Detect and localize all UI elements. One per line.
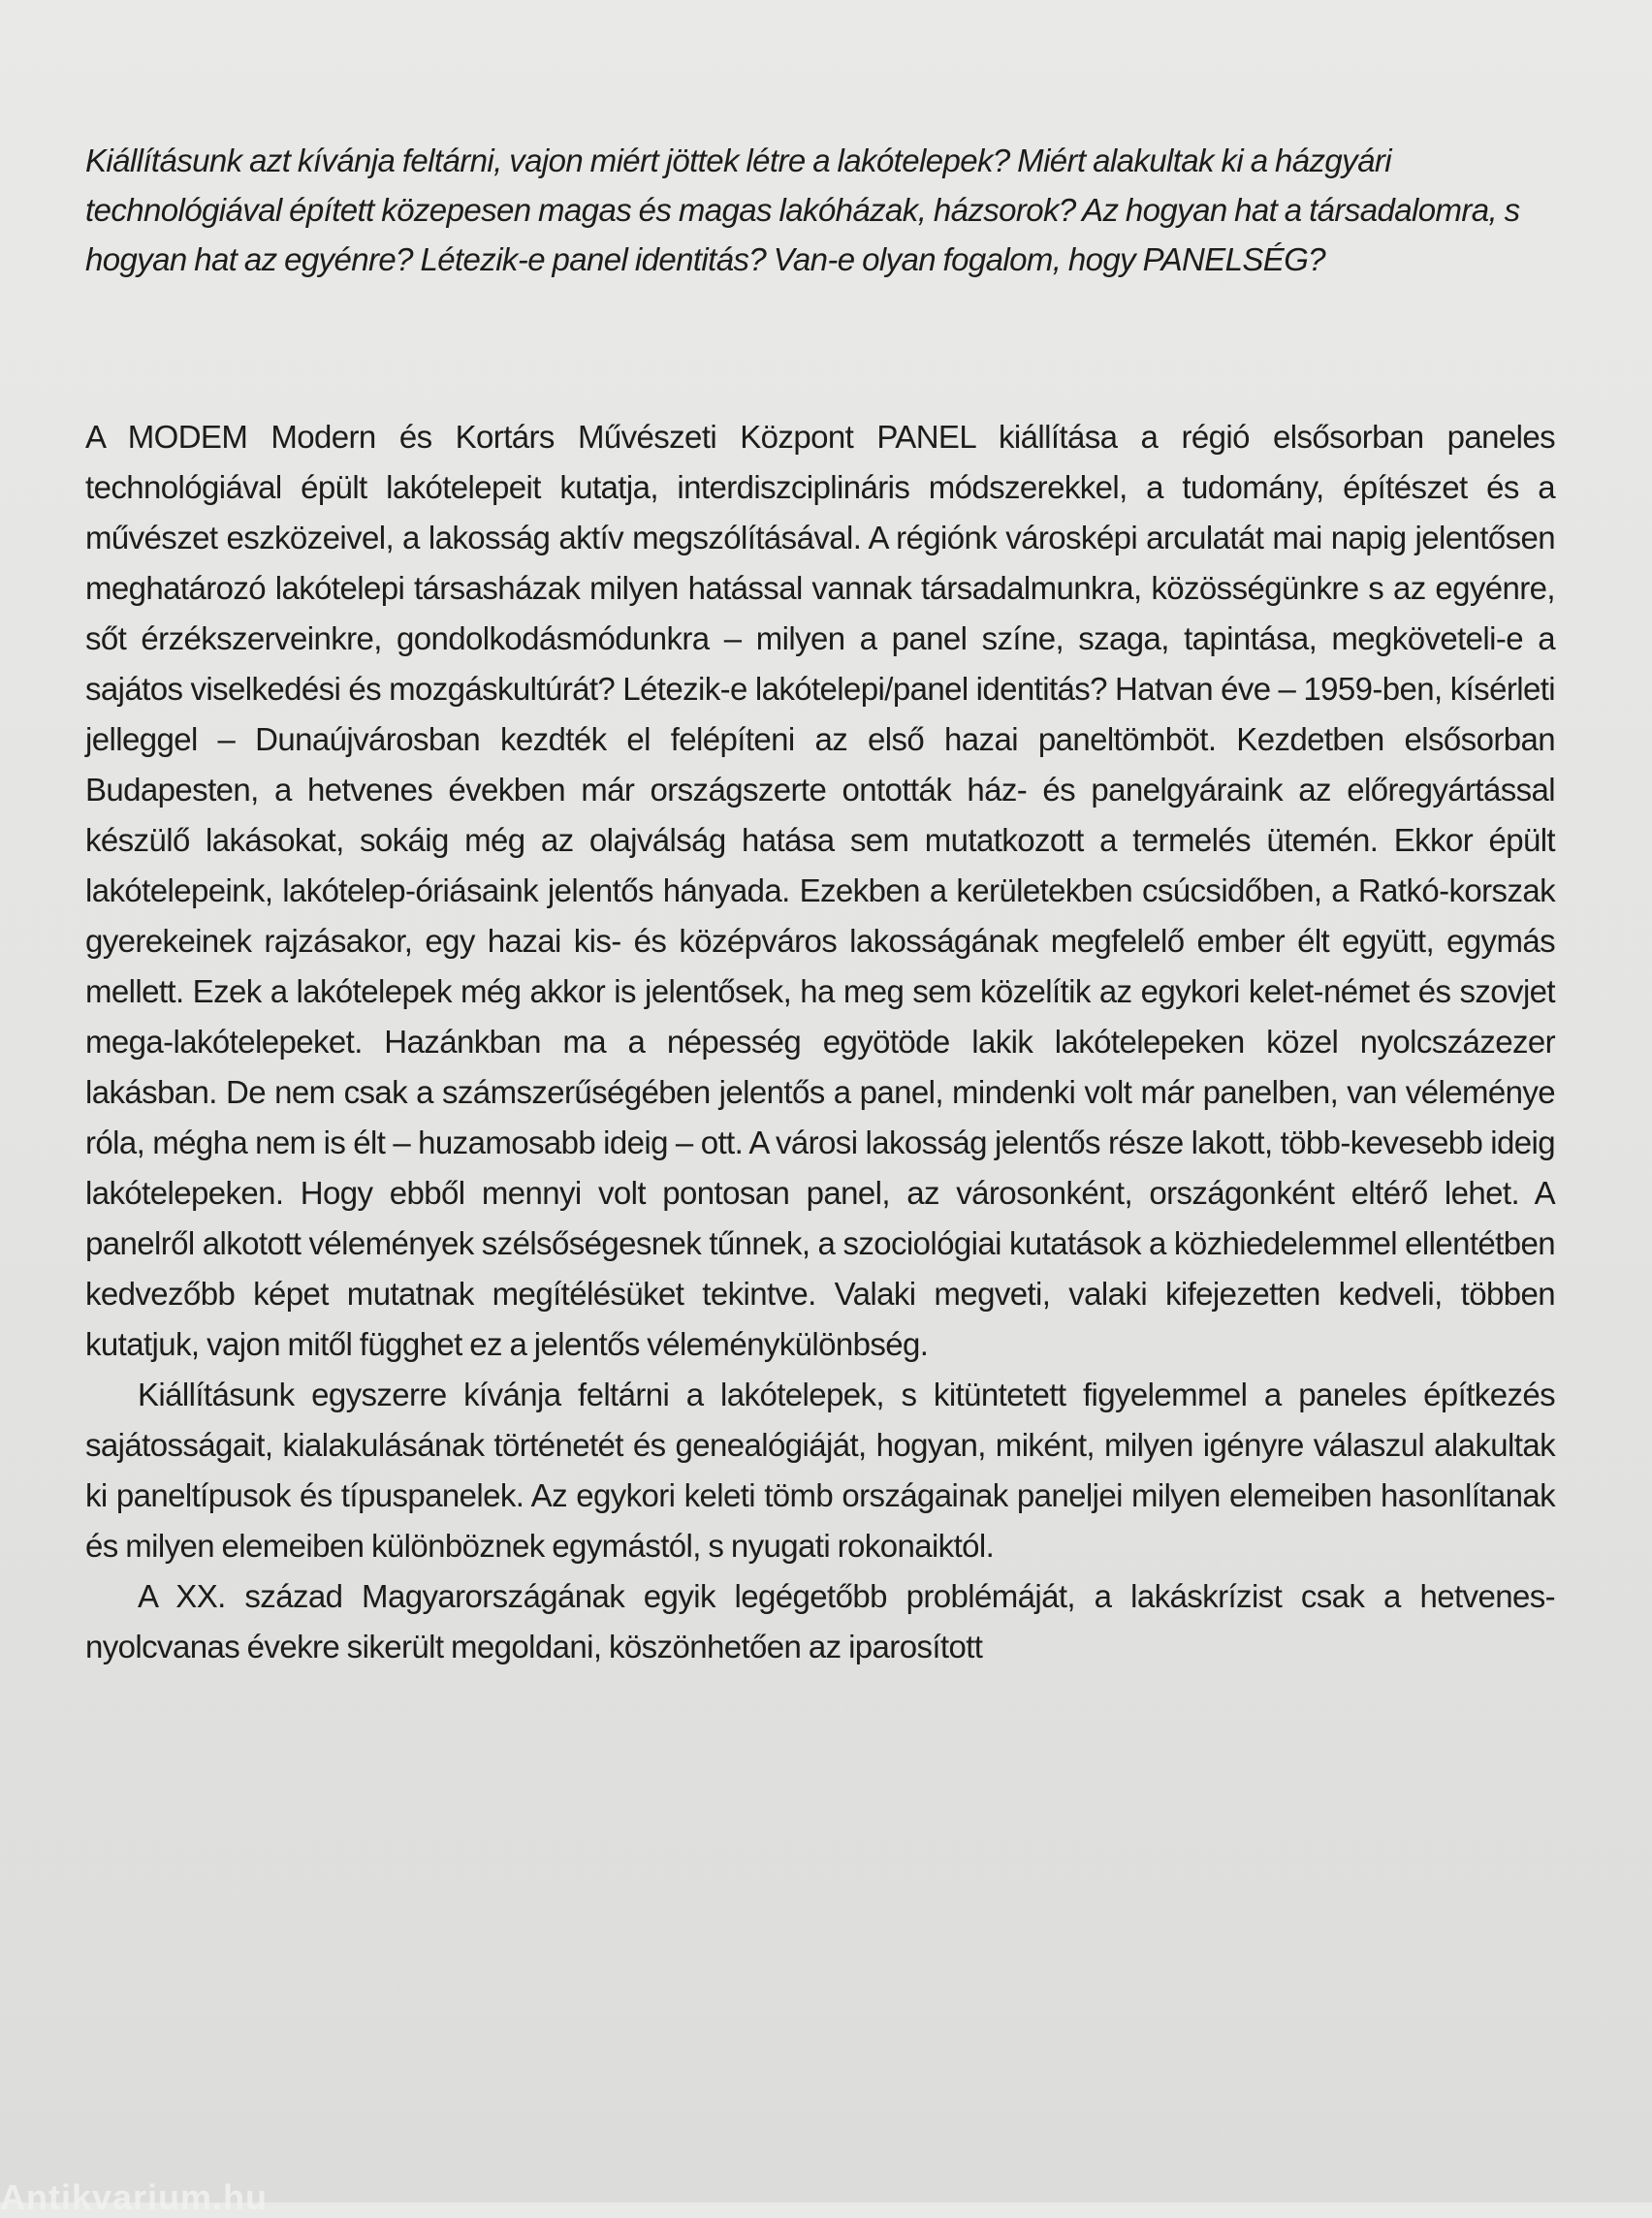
document-page <box>85 136 1555 1672</box>
body-paragraph-2: Kiállításunk egyszerre kívánja feltárni a lakótelepek, s kitüntetett figyelemmel a paneles építkezés sajátosságait, kialakulásának történetét és genealógiáját, hogyan, miként, milyen igényre válaszul alakultak ki paneltípusok és típuspanelek. Az egykori keleti tömb országainak paneljei milyen elemeiben hasonlítanak és milyen elemeiben különböznek egymástól, s nyugati rokonaiktól. <box>85 1377 1555 1564</box>
body-paragraph-1: A MODEM Modern és Kortárs Művészeti Központ PANEL kiállítása a régió elsősorban paneles technológiával épült lakótelepeit kutatja, interdiszciplináris módszerekkel, a tudomány, építészet és a művészet eszközeivel, a lakosság aktív megszólításával. A régiónk városképi arculatát mai napig jelentősen meghatározó lakótelepi társasházak milyen hatással vannak társadalmunkra, közösségünkre s az egyénre, sőt érzékszerveinkre, gondolkodásmódunkra – milyen a panel színe, szaga, tapintása, megköveteli-e a sajátos viselkedési és mozgáskultúrát? Létezik-e lakótelepi/panel identitás? Hatvan éve – 1959-ben, kísérleti jelleggel – Dunaújvárosban kezdték el felépíteni az első hazai paneltömböt. Kezdetben elsősorban Budapesten, a hetvenes években már országszerte ontották ház- és panelgyáraink az előregyártással készülő lakásokat, sokáig még az olajválság hatása sem mutatkozott a termelés ütemén. Ekkor épült lakótelepeink, lakótelep-óriásaink jelentős hányada. Ezekben a kerületekben csúcsidőben, a Ratkó-korszak gyerekeinek rajzásakor, egy hazai kis- és középváros lakosságának megfelelő ember élt együtt, egymás mellett. Ezek a lakótelepek még akkor is jelentősek, ha meg sem közelítik az egykori kelet-német és szovjet mega-lakótelepeket. Hazánkban ma a népesség egyötöde lakik lakótelepeken közel nyolcszázezer lakásban. De nem csak a számszerűségében jelentős a panel, mindenki volt már panelben, van véleménye róla, mégha nem is élt – huzamosabb ideig – ott. A városi lakosság jelentős része lakott, több-kevesebb ideig lakótelepeken. Hogy ebből mennyi volt pontosan panel, az városonként, országonként eltérő lehet. A panelről alkotott vélemények szélsőségesnek tűnnek, a szociológiai kutatások a közhiedelemmel ellentétben kedvezőbb képet mutatnak megítélésüket tekintve. Valaki megveti, valaki kifejezetten kedveli, többen kutatjuk, vajon mitől függhet ez a jelentős véleménykülönbség. <box>85 419 1555 1362</box>
intro-paragraph: Kiállításunk azt kívánja feltárni, vajon miért jöttek létre a lakótelepek? Miért alakultak ki a házgyári technológiával épített közepesen magas és magas lakóházak, házsorok? Az hogyan hat a társadalomra, s hogyan hat az egyénre? Létezik-e panel identitás? Van-e olyan fogalom, hogy PANELSÉG? <box>85 143 1520 277</box>
watermark: Antikvarium.hu <box>0 2177 269 2217</box>
body-paragraph-3: A XX. század Magyarországának egyik legégetőbb problémáját, a lakáskrízist csak a hetvenes-nyolcvanas évekre sikerült megoldani, köszönhetően az iparosított <box>85 1578 1555 1664</box>
body-text <box>85 412 1555 1672</box>
